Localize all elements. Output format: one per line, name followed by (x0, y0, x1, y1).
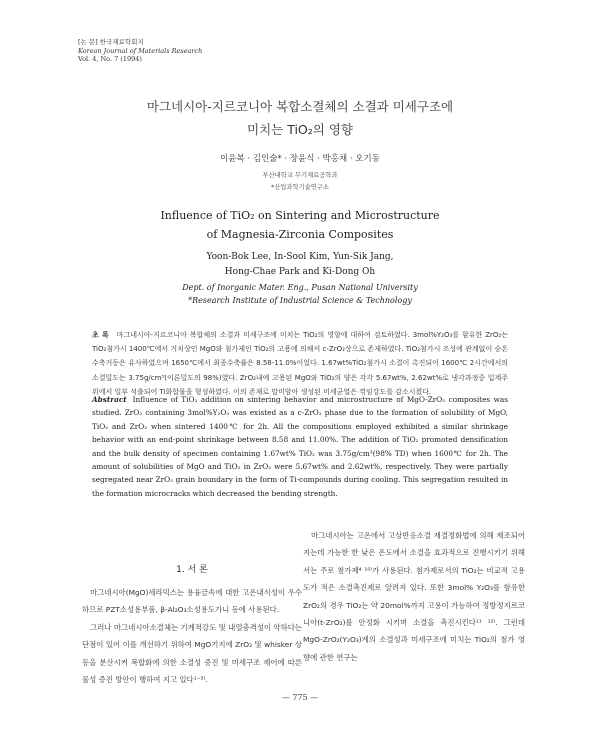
abstract-english (92, 393, 508, 500)
title-english-line: Influence of TiO₂ on Sintering and Microstructure (160, 209, 440, 222)
body-paragraph: 그러나 마그네시아소결체는 기계적강도 및 내열충격성이 약하다는 단점이 있어 이를 개선하기 위하여 MgO기지에 ZrO₂ 및 whisker 상 등을 분산시켜 복합화에 의한 소결성 증진 및 미세구조 제어에 따른 물성 증진 방안이 행하여 지고 있다¹⁻³⁾. (82, 622, 302, 685)
title-korean-line: 미치는 TiO₂의 영향 (247, 122, 353, 137)
affiliation-korean: *산업과학기술연구소 (271, 184, 329, 191)
title-korean (0, 95, 600, 141)
abstract-english-text: Influence of TiO₂ addition on sintering behavior and microstructure of MgO-ZrO₂ composites was studied. ZrO₂ containing 3mol%Y₂O₃ was existed as a c-ZrO₂ phase due to the formation of solubility of MgO, TiO₂ and ZrO₂ when sintered 1400℃ for 2h. All the compositions employed exhibited a similar shrinkage behavior with an end-point shrinkage between 8.58 and 11.00%. The addition of TiO₂ promoted densification and the bulk density of specimen containing 1.67wt% TiO₂ was 3.75g/cm³(98% TD) when 1600℃ for 2h. The amount of solubilities of MgO and TiO₂ in ZrO₂ were 5.67wt% and 2.62wt%, respectively. They were partially segregated near ZrO₂ grain boundary in the form of Ti-compounds during cooling. This segregation resulted in the formation microcracks which decreased the bending strength. (92, 395, 508, 498)
journal-name: Korean Journal of Materials Research (78, 46, 203, 55)
title-korean-line: 마그네시아-지르코니아 복합소결체의 소결과 미세구조에 (146, 99, 454, 114)
body-column-left (82, 584, 302, 688)
journal-volume: Vol. 4, No. 7 (1994) (78, 55, 142, 63)
body-paragraph: 마그네시아는 고온에서 고상반응소결 재결정화법에 의해 제조되어 지는데 가능한 한 낮은 온도에서 소결을 효과적으로 진행시키기 위해서는 주로 첨가제⁴ ¹⁰⁾가 사용된다. 첨가제로서의 TiO₂는 비교적 고용도가 적은 소결촉진제로 알려져 있다. 또한 3mol% Y₂O₃를 함유한 ZrO₂의 경우 TiO₂는 약 20mol%까지 고용이 가능하여 정방정지르코니아(t-ZrO₂)를 안정화 시키며 소결을 촉진시킨다¹¹ ¹²⁾. 그런데 MgO-ZrO₂(Y₂O₃)계의 소결성과 미세구조에 미치는 TiO₂의 첨가 영향에 관한 연구는 (303, 531, 525, 662)
authors-english (0, 250, 600, 280)
affiliation-english: Dept. of Inorganic Mater. Eng., Pusan National University (182, 283, 418, 292)
journal-tag-line (78, 38, 202, 47)
journal-header (78, 38, 202, 64)
body-paragraph: 마그네시아(MgO)세라믹스는 용융금속에 대한 고온내식성이 우수하므로 PZT소성용부품, β-Al₂O₃소성용도가니 등에 사용된다. (82, 588, 302, 615)
section-heading-introduction: 1. 서 론 (176, 565, 208, 575)
page-number: — 775 — (281, 693, 319, 702)
abstract-korean-label: 초 록 (92, 331, 109, 339)
title-english (0, 206, 600, 244)
article-type-tag: [논 문] (78, 38, 98, 46)
authors-korean: 이윤복 · 김인술* · 장윤식 · 박홍채 · 오기동 (220, 154, 380, 164)
affiliation-korean: 부산대학교 무기재료공학과 (262, 172, 338, 179)
title-english-line: of Magnesia-Zirconia Composites (206, 228, 394, 241)
abstract-korean (92, 328, 508, 399)
body-column-right (303, 527, 525, 666)
abstract-english-label: Abstract (92, 395, 127, 404)
authors-english-line: Yoon-Bok Lee, In-Sool Kim, Yun-Sik Jang, (206, 252, 394, 262)
affiliation-english: *Research Institute of Industrial Science & Technology (188, 296, 412, 305)
authors-english-line: Hong-Chae Park and Ki-Dong Oh (224, 267, 376, 277)
journal-society: 한국재료학회지 (99, 38, 144, 46)
abstract-korean-text: 마그네시아-지르코니아 복합체의 소결과 미세구조에 미치는 TiO₂의 영향에 대하여 검토하였다. 3mol%Y₂O₃를 함유한 ZrO₂는 TiO₂첨가시 1400℃에서 거치상인 MgO와 첨가제인 TiO₂의 고용에 의해서 c-ZrO₂상으로 존재하였다. TiO₂첨가시 조성에 관계없이 승온수축거동은 유사하였으며 1650℃에서 최종수축률은 8.58-11.0%이었다. 1.67wt%TiO₂첨가시 소결이 촉진되어 1600℃ 2시간에서의 소결밀도는 3.75g/cm³(이론밀도의 98%)였다. ZrO₂내에 고용된 MgO와 TiO₂의 양은 각각 5.67wt%, 2.62wt%로 냉각과정중 입계주위에서 일부 석출되어 Ti화합물을 형성하였다. 이의 존재로 말미암아 생성된 미세균열은 꺾임강도를 감소시켰다. (92, 331, 509, 396)
